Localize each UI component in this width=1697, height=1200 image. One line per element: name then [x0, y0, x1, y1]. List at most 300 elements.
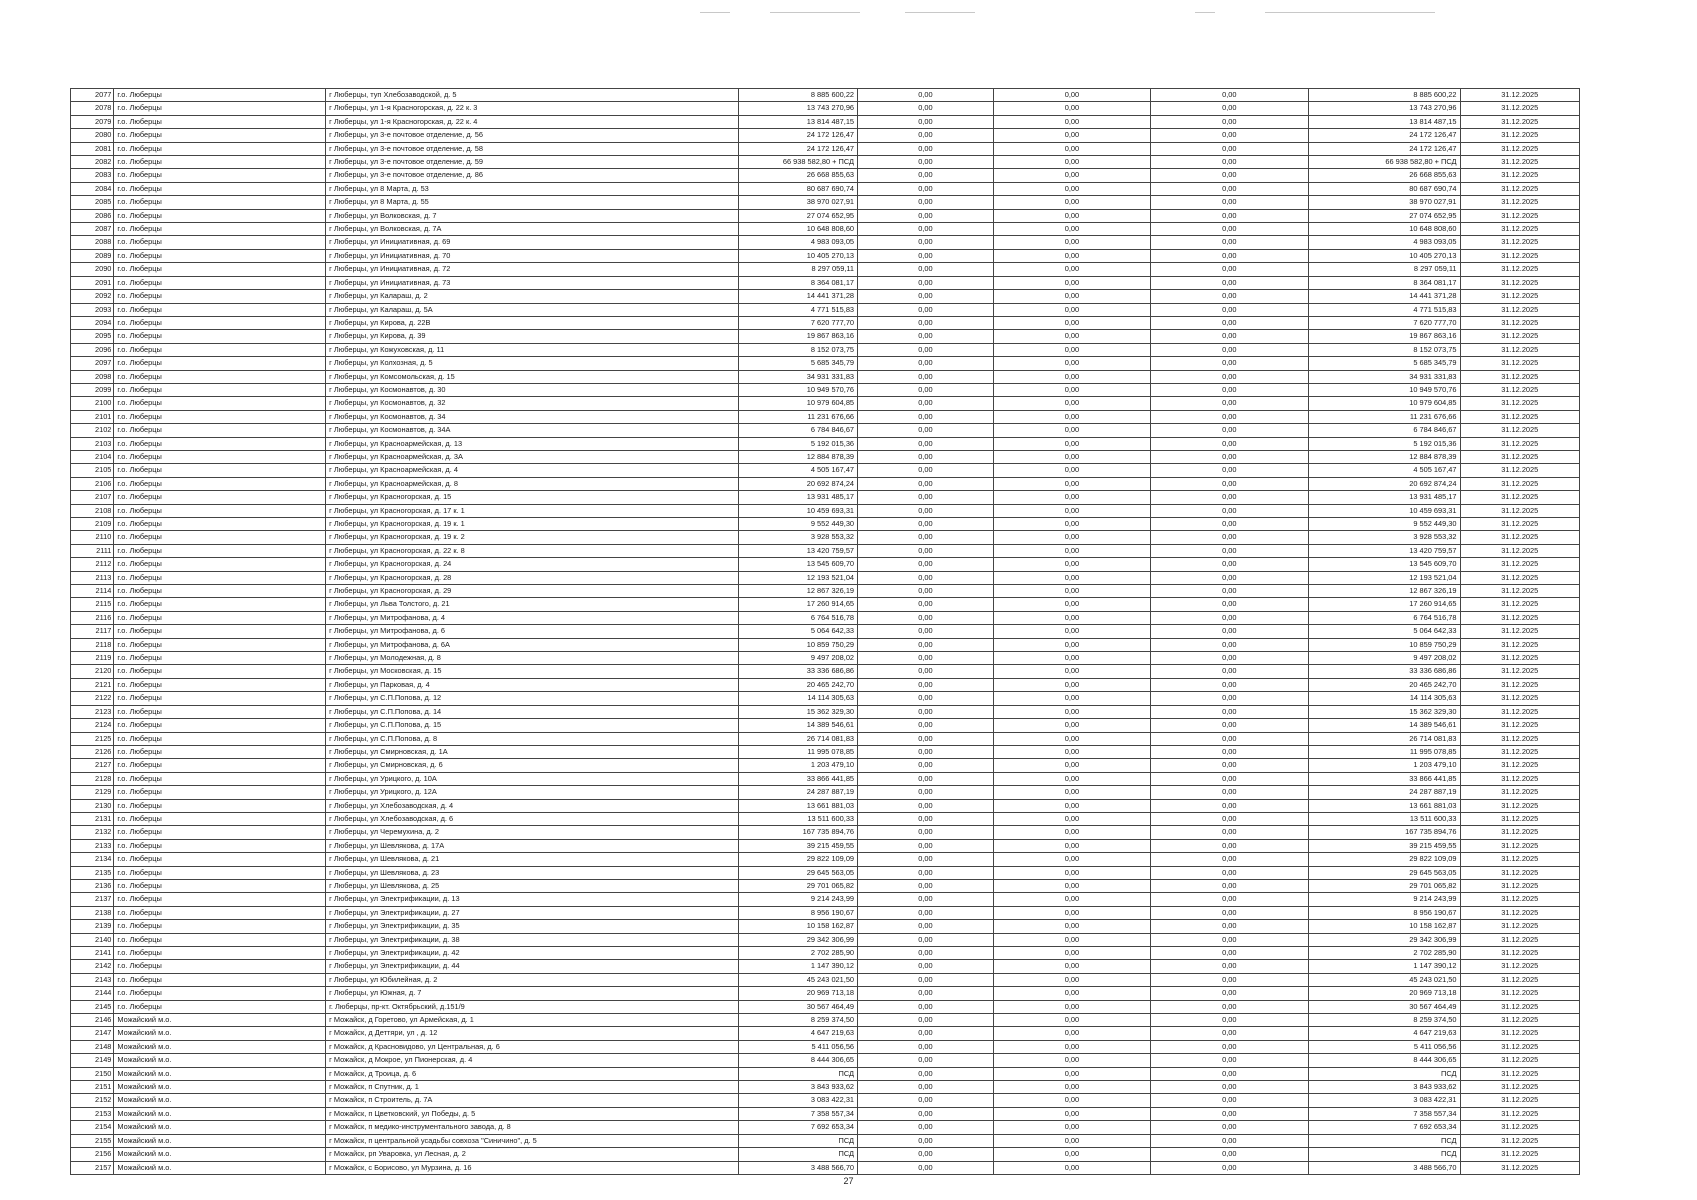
municipality-cell: г.о. Люберцы [114, 531, 326, 544]
address-cell: г Можайск, п Строитель, д. 7А [326, 1094, 739, 1107]
municipality-cell: г.о. Люберцы [114, 933, 326, 946]
zero-value-cell: 0,00 [1151, 303, 1308, 316]
total-cost-cell: 30 567 464,49 [1308, 1000, 1460, 1013]
row-number-cell: 2121 [71, 678, 114, 691]
zero-value-cell: 0,00 [993, 343, 1150, 356]
address-cell: г Можайск, п центральной усадьбы совхоза "Синичино", д. 5 [326, 1134, 739, 1147]
zero-value-cell: 0,00 [858, 491, 994, 504]
deadline-date-cell: 31.12.2025 [1460, 196, 1579, 209]
cost-cell: 24 172 126,47 [738, 129, 857, 142]
municipality-cell: г.о. Люберцы [114, 692, 326, 705]
address-cell: г Можайск, п медико-инструментального завода, д. 8 [326, 1121, 739, 1134]
table-row [71, 611, 1580, 624]
municipality-cell: Можайский м.о. [114, 1081, 326, 1094]
zero-value-cell: 0,00 [993, 705, 1150, 718]
total-cost-cell: 17 260 914,65 [1308, 598, 1460, 611]
cost-cell: 30 567 464,49 [738, 1000, 857, 1013]
zero-value-cell: 0,00 [858, 893, 994, 906]
address-cell: г Люберцы, ул 1-я Красногорская, д. 22 к. 3 [326, 102, 739, 115]
address-cell: г Люберцы, ул Красногорская, д. 19 к. 1 [326, 518, 739, 531]
table-row [71, 102, 1580, 115]
zero-value-cell: 0,00 [858, 276, 994, 289]
municipality-cell: г.о. Люберцы [114, 290, 326, 303]
table-row [71, 182, 1580, 195]
zero-value-cell: 0,00 [993, 169, 1150, 182]
cost-cell: 4 647 219,63 [738, 1027, 857, 1040]
zero-value-cell: 0,00 [858, 115, 994, 128]
address-cell: г Люберцы, ул Льва Толстого, д. 21 [326, 598, 739, 611]
total-cost-cell: 6 764 516,78 [1308, 611, 1460, 624]
total-cost-cell: 24 172 126,47 [1308, 142, 1460, 155]
zero-value-cell: 0,00 [993, 477, 1150, 490]
total-cost-cell: 3 488 566,70 [1308, 1161, 1460, 1174]
zero-value-cell: 0,00 [993, 357, 1150, 370]
municipality-cell: г.о. Люберцы [114, 906, 326, 919]
zero-value-cell: 0,00 [1151, 1134, 1308, 1147]
row-number-cell: 2149 [71, 1054, 114, 1067]
row-number-cell: 2082 [71, 156, 114, 169]
zero-value-cell: 0,00 [1151, 665, 1308, 678]
cost-cell: 20 969 713,18 [738, 987, 857, 1000]
address-cell: г Люберцы, ул 3-е почтовое отделение, д. 86 [326, 169, 739, 182]
deadline-date-cell: 31.12.2025 [1460, 1161, 1579, 1174]
zero-value-cell: 0,00 [1151, 236, 1308, 249]
zero-value-cell: 0,00 [858, 1094, 994, 1107]
zero-value-cell: 0,00 [858, 558, 994, 571]
zero-value-cell: 0,00 [1151, 276, 1308, 289]
row-number-cell: 2100 [71, 397, 114, 410]
address-cell: г Люберцы, ул Митрофанова, д. 4 [326, 611, 739, 624]
table-row [71, 732, 1580, 745]
row-number-cell: 2108 [71, 504, 114, 517]
address-cell: г Люберцы, ул Хлебозаводская, д. 6 [326, 812, 739, 825]
zero-value-cell: 0,00 [858, 370, 994, 383]
deadline-date-cell: 31.12.2025 [1460, 357, 1579, 370]
table-row [71, 933, 1580, 946]
zero-value-cell: 0,00 [1151, 464, 1308, 477]
row-number-cell: 2089 [71, 249, 114, 262]
zero-value-cell: 0,00 [1151, 156, 1308, 169]
table-row [71, 437, 1580, 450]
table-row [71, 1067, 1580, 1080]
table-row [71, 464, 1580, 477]
municipality-cell: Можайский м.о. [114, 1054, 326, 1067]
deadline-date-cell: 31.12.2025 [1460, 879, 1579, 892]
table-row [71, 759, 1580, 772]
cost-cell: 2 702 285,90 [738, 947, 857, 960]
zero-value-cell: 0,00 [858, 947, 994, 960]
zero-value-cell: 0,00 [1151, 598, 1308, 611]
cost-cell: 12 884 878,39 [738, 450, 857, 463]
total-cost-cell: 24 287 887,19 [1308, 786, 1460, 799]
table-row [71, 477, 1580, 490]
row-number-cell: 2106 [71, 477, 114, 490]
address-cell: г Люберцы, ул 3-е почтовое отделение, д. 59 [326, 156, 739, 169]
municipality-cell: г.о. Люберцы [114, 370, 326, 383]
total-cost-cell: 11 231 676,66 [1308, 410, 1460, 423]
cost-cell: 5 064 642,33 [738, 625, 857, 638]
municipality-cell: г.о. Люберцы [114, 89, 326, 102]
zero-value-cell: 0,00 [1151, 1067, 1308, 1080]
total-cost-cell: 8 444 306,65 [1308, 1054, 1460, 1067]
zero-value-cell: 0,00 [1151, 1027, 1308, 1040]
municipality-cell: г.о. Люберцы [114, 973, 326, 986]
zero-value-cell: 0,00 [1151, 973, 1308, 986]
row-number-cell: 2119 [71, 652, 114, 665]
address-cell: г Люберцы, ул Электрификации, д. 42 [326, 947, 739, 960]
row-number-cell: 2140 [71, 933, 114, 946]
cost-cell: 8 956 190,67 [738, 906, 857, 919]
table-row [71, 665, 1580, 678]
zero-value-cell: 0,00 [993, 558, 1150, 571]
deadline-date-cell: 31.12.2025 [1460, 1121, 1579, 1134]
zero-value-cell: 0,00 [993, 839, 1150, 852]
zero-value-cell: 0,00 [858, 1134, 994, 1147]
table-row [71, 853, 1580, 866]
zero-value-cell: 0,00 [858, 518, 994, 531]
zero-value-cell: 0,00 [993, 531, 1150, 544]
table-row [71, 866, 1580, 879]
zero-value-cell: 0,00 [993, 397, 1150, 410]
total-cost-cell: 5 685 345,79 [1308, 357, 1460, 370]
municipality-cell: г.о. Люберцы [114, 799, 326, 812]
address-cell: г Люберцы, ул Красногорская, д. 28 [326, 571, 739, 584]
table-row [71, 89, 1580, 102]
zero-value-cell: 0,00 [1151, 450, 1308, 463]
deadline-date-cell: 31.12.2025 [1460, 89, 1579, 102]
zero-value-cell: 0,00 [858, 464, 994, 477]
municipality-cell: Можайский м.о. [114, 1148, 326, 1161]
cost-cell: 167 735 894,76 [738, 826, 857, 839]
municipality-cell: г.о. Люберцы [114, 209, 326, 222]
total-cost-cell: 13 420 759,57 [1308, 544, 1460, 557]
deadline-date-cell: 31.12.2025 [1460, 276, 1579, 289]
total-cost-cell: 3 083 422,31 [1308, 1094, 1460, 1107]
row-number-cell: 2115 [71, 598, 114, 611]
zero-value-cell: 0,00 [993, 263, 1150, 276]
cost-cell: 10 949 570,76 [738, 383, 857, 396]
row-number-cell: 2147 [71, 1027, 114, 1040]
table-row [71, 786, 1580, 799]
zero-value-cell: 0,00 [1151, 1040, 1308, 1053]
total-cost-cell: 8 885 600,22 [1308, 89, 1460, 102]
municipality-cell: г.о. Люберцы [114, 156, 326, 169]
cost-cell: 66 938 582,80 + ПСД [738, 156, 857, 169]
zero-value-cell: 0,00 [993, 290, 1150, 303]
table-row [71, 719, 1580, 732]
total-cost-cell: 12 867 326,19 [1308, 585, 1460, 598]
municipality-cell: г.о. Люберцы [114, 826, 326, 839]
zero-value-cell: 0,00 [1151, 1107, 1308, 1120]
address-cell: г Люберцы, ул Южная, д. 7 [326, 987, 739, 1000]
row-number-cell: 2120 [71, 665, 114, 678]
municipality-cell: г.о. Люберцы [114, 732, 326, 745]
address-cell: г Можайск, д Красновидово, ул Центральная, д. 6 [326, 1040, 739, 1053]
row-number-cell: 2127 [71, 759, 114, 772]
cost-cell: 34 931 331,83 [738, 370, 857, 383]
cost-cell: 9 552 449,30 [738, 518, 857, 531]
row-number-cell: 2143 [71, 973, 114, 986]
row-number-cell: 2155 [71, 1134, 114, 1147]
municipality-cell: г.о. Люберцы [114, 236, 326, 249]
cost-cell: 13 545 609,70 [738, 558, 857, 571]
zero-value-cell: 0,00 [1151, 357, 1308, 370]
zero-value-cell: 0,00 [1151, 102, 1308, 115]
table-row [71, 839, 1580, 852]
zero-value-cell: 0,00 [858, 249, 994, 262]
deadline-date-cell: 31.12.2025 [1460, 705, 1579, 718]
table-row [71, 1094, 1580, 1107]
zero-value-cell: 0,00 [858, 236, 994, 249]
table-row [71, 129, 1580, 142]
total-cost-cell: ПСД [1308, 1134, 1460, 1147]
total-cost-cell: 14 389 546,61 [1308, 719, 1460, 732]
address-cell: г Люберцы, ул Комсомольская, д. 15 [326, 370, 739, 383]
cost-cell: 10 648 808,60 [738, 223, 857, 236]
municipality-cell: г.о. Люберцы [114, 719, 326, 732]
municipality-cell: г.о. Люберцы [114, 383, 326, 396]
deadline-date-cell: 31.12.2025 [1460, 169, 1579, 182]
municipality-cell: г.о. Люберцы [114, 1000, 326, 1013]
zero-value-cell: 0,00 [858, 732, 994, 745]
table-row [71, 585, 1580, 598]
table-row [71, 169, 1580, 182]
deadline-date-cell: 31.12.2025 [1460, 477, 1579, 490]
zero-value-cell: 0,00 [993, 424, 1150, 437]
zero-value-cell: 0,00 [993, 1121, 1150, 1134]
cost-cell: 24 172 126,47 [738, 142, 857, 155]
zero-value-cell: 0,00 [858, 531, 994, 544]
zero-value-cell: 0,00 [993, 196, 1150, 209]
zero-value-cell: 0,00 [858, 89, 994, 102]
cost-cell: 13 511 600,33 [738, 812, 857, 825]
municipality-cell: г.о. Люберцы [114, 276, 326, 289]
zero-value-cell: 0,00 [993, 759, 1150, 772]
municipality-cell: Можайский м.о. [114, 1014, 326, 1027]
cost-cell: 13 661 881,03 [738, 799, 857, 812]
zero-value-cell: 0,00 [858, 450, 994, 463]
total-cost-cell: 12 193 521,04 [1308, 571, 1460, 584]
row-number-cell: 2122 [71, 692, 114, 705]
total-cost-cell: 12 884 878,39 [1308, 450, 1460, 463]
zero-value-cell: 0,00 [993, 1000, 1150, 1013]
zero-value-cell: 0,00 [1151, 638, 1308, 651]
municipality-cell: Можайский м.о. [114, 1161, 326, 1174]
address-cell: г Люберцы, ул С.П.Попова, д. 14 [326, 705, 739, 718]
zero-value-cell: 0,00 [858, 263, 994, 276]
table-row [71, 947, 1580, 960]
zero-value-cell: 0,00 [858, 504, 994, 517]
total-cost-cell: 9 214 243,99 [1308, 893, 1460, 906]
zero-value-cell: 0,00 [993, 611, 1150, 624]
table-row [71, 987, 1580, 1000]
address-cell: г Люберцы, ул Космонавтов, д. 34 [326, 410, 739, 423]
table-row [71, 1107, 1580, 1120]
zero-value-cell: 0,00 [858, 1081, 994, 1094]
municipality-cell: г.о. Люберцы [114, 920, 326, 933]
zero-value-cell: 0,00 [1151, 115, 1308, 128]
zero-value-cell: 0,00 [1151, 518, 1308, 531]
municipality-cell: г.о. Люберцы [114, 196, 326, 209]
deadline-date-cell: 31.12.2025 [1460, 290, 1579, 303]
zero-value-cell: 0,00 [1151, 772, 1308, 785]
zero-value-cell: 0,00 [858, 129, 994, 142]
zero-value-cell: 0,00 [858, 638, 994, 651]
cost-cell: 19 867 863,16 [738, 330, 857, 343]
page-number: 27 [843, 1176, 854, 1186]
address-cell: г Люберцы, ул Красноармейская, д. 13 [326, 437, 739, 450]
zero-value-cell: 0,00 [1151, 893, 1308, 906]
zero-value-cell: 0,00 [993, 1067, 1150, 1080]
deadline-date-cell: 31.12.2025 [1460, 544, 1579, 557]
table-row [71, 745, 1580, 758]
zero-value-cell: 0,00 [1151, 316, 1308, 329]
zero-value-cell: 0,00 [858, 571, 994, 584]
address-cell: г. Люберцы, пр-кт. Октябрьский, д.151/9 [326, 1000, 739, 1013]
zero-value-cell: 0,00 [993, 1094, 1150, 1107]
cost-cell: 29 645 563,05 [738, 866, 857, 879]
deadline-date-cell: 31.12.2025 [1460, 652, 1579, 665]
row-number-cell: 2150 [71, 1067, 114, 1080]
zero-value-cell: 0,00 [993, 518, 1150, 531]
municipality-cell: г.о. Люберцы [114, 987, 326, 1000]
zero-value-cell: 0,00 [993, 879, 1150, 892]
deadline-date-cell: 31.12.2025 [1460, 464, 1579, 477]
total-cost-cell: 8 364 081,17 [1308, 276, 1460, 289]
address-cell: г Люберцы, ул Молодежная, д. 8 [326, 652, 739, 665]
total-cost-cell: 20 465 242,70 [1308, 678, 1460, 691]
row-number-cell: 2090 [71, 263, 114, 276]
table-row [71, 410, 1580, 423]
row-number-cell: 2111 [71, 544, 114, 557]
zero-value-cell: 0,00 [1151, 330, 1308, 343]
row-number-cell: 2137 [71, 893, 114, 906]
municipality-cell: г.о. Люберцы [114, 544, 326, 557]
address-cell: г Люберцы, ул Московская, д. 15 [326, 665, 739, 678]
zero-value-cell: 0,00 [1151, 799, 1308, 812]
row-number-cell: 2128 [71, 772, 114, 785]
zero-value-cell: 0,00 [993, 410, 1150, 423]
municipality-cell: г.о. Люберцы [114, 316, 326, 329]
deadline-date-cell: 31.12.2025 [1460, 906, 1579, 919]
zero-value-cell: 0,00 [993, 450, 1150, 463]
address-cell: г Можайск, п Спутник, д. 1 [326, 1081, 739, 1094]
address-cell: г Люберцы, ул Электрификации, д. 13 [326, 893, 739, 906]
zero-value-cell: 0,00 [1151, 826, 1308, 839]
cost-cell: 7 620 777,70 [738, 316, 857, 329]
row-number-cell: 2081 [71, 142, 114, 155]
address-cell: г Люберцы, ул Урицкого, д. 10А [326, 772, 739, 785]
table-row [71, 1134, 1580, 1147]
cost-cell: 29 701 065,82 [738, 879, 857, 892]
zero-value-cell: 0,00 [993, 504, 1150, 517]
address-cell: г Можайск, д Троица, д. 6 [326, 1067, 739, 1080]
zero-value-cell: 0,00 [993, 853, 1150, 866]
municipality-cell: г.о. Люберцы [114, 102, 326, 115]
zero-value-cell: 0,00 [858, 652, 994, 665]
total-cost-cell: ПСД [1308, 1067, 1460, 1080]
address-cell: г Люберцы, ул Шевлякова, д. 21 [326, 853, 739, 866]
address-cell: г Люберцы, ул Красногорская, д. 15 [326, 491, 739, 504]
zero-value-cell: 0,00 [858, 772, 994, 785]
address-cell: г Люберцы, ул С.П.Попова, д. 8 [326, 732, 739, 745]
total-cost-cell: 7 358 557,34 [1308, 1107, 1460, 1120]
zero-value-cell: 0,00 [993, 276, 1150, 289]
deadline-date-cell: 31.12.2025 [1460, 585, 1579, 598]
row-number-cell: 2097 [71, 357, 114, 370]
cost-cell: 17 260 914,65 [738, 598, 857, 611]
zero-value-cell: 0,00 [993, 370, 1150, 383]
zero-value-cell: 0,00 [858, 290, 994, 303]
municipality-cell: г.о. Люберцы [114, 115, 326, 128]
cost-cell: 5 192 015,36 [738, 437, 857, 450]
municipality-cell: г.о. Люберцы [114, 142, 326, 155]
table-row [71, 1081, 1580, 1094]
address-cell: г Люберцы, ул Смирновская, д. 6 [326, 759, 739, 772]
zero-value-cell: 0,00 [993, 303, 1150, 316]
cost-cell: 3 843 933,62 [738, 1081, 857, 1094]
cost-cell: 7 358 557,34 [738, 1107, 857, 1120]
cost-cell: 26 714 081,83 [738, 732, 857, 745]
row-number-cell: 2124 [71, 719, 114, 732]
zero-value-cell: 0,00 [858, 665, 994, 678]
total-cost-cell: 13 931 485,17 [1308, 491, 1460, 504]
table-row [71, 303, 1580, 316]
zero-value-cell: 0,00 [858, 987, 994, 1000]
address-cell: г Можайск, с Борисово, ул Мурзина, д. 16 [326, 1161, 739, 1174]
total-cost-cell: 45 243 021,50 [1308, 973, 1460, 986]
zero-value-cell: 0,00 [858, 142, 994, 155]
address-cell: г Люберцы, ул С.П.Попова, д. 15 [326, 719, 739, 732]
table-row [71, 960, 1580, 973]
row-number-cell: 2135 [71, 866, 114, 879]
deadline-date-cell: 31.12.2025 [1460, 330, 1579, 343]
deadline-date-cell: 31.12.2025 [1460, 571, 1579, 584]
zero-value-cell: 0,00 [858, 477, 994, 490]
zero-value-cell: 0,00 [1151, 1014, 1308, 1027]
total-cost-cell: 10 158 162,87 [1308, 920, 1460, 933]
cost-cell: 20 465 242,70 [738, 678, 857, 691]
zero-value-cell: 0,00 [858, 1040, 994, 1053]
zero-value-cell: 0,00 [858, 933, 994, 946]
deadline-date-cell: 31.12.2025 [1460, 491, 1579, 504]
zero-value-cell: 0,00 [993, 933, 1150, 946]
total-cost-cell: 14 114 305,63 [1308, 692, 1460, 705]
total-cost-cell: 1 147 390,12 [1308, 960, 1460, 973]
total-cost-cell: 13 814 487,15 [1308, 115, 1460, 128]
address-cell: г Люберцы, ул Смирновская, д. 1А [326, 745, 739, 758]
total-cost-cell: ПСД [1308, 1148, 1460, 1161]
deadline-date-cell: 31.12.2025 [1460, 1054, 1579, 1067]
zero-value-cell: 0,00 [1151, 223, 1308, 236]
cost-cell: 1 147 390,12 [738, 960, 857, 973]
zero-value-cell: 0,00 [858, 678, 994, 691]
zero-value-cell: 0,00 [858, 812, 994, 825]
table-row [71, 571, 1580, 584]
zero-value-cell: 0,00 [1151, 89, 1308, 102]
zero-value-cell: 0,00 [1151, 786, 1308, 799]
zero-value-cell: 0,00 [993, 544, 1150, 557]
municipality-cell: Можайский м.о. [114, 1027, 326, 1040]
zero-value-cell: 0,00 [858, 330, 994, 343]
cost-cell: 29 822 109,09 [738, 853, 857, 866]
zero-value-cell: 0,00 [1151, 397, 1308, 410]
total-cost-cell: 5 064 642,33 [1308, 625, 1460, 638]
municipality-cell: г.о. Люберцы [114, 518, 326, 531]
total-cost-cell: 10 405 270,13 [1308, 249, 1460, 262]
municipality-cell: г.о. Люберцы [114, 759, 326, 772]
deadline-date-cell: 31.12.2025 [1460, 223, 1579, 236]
